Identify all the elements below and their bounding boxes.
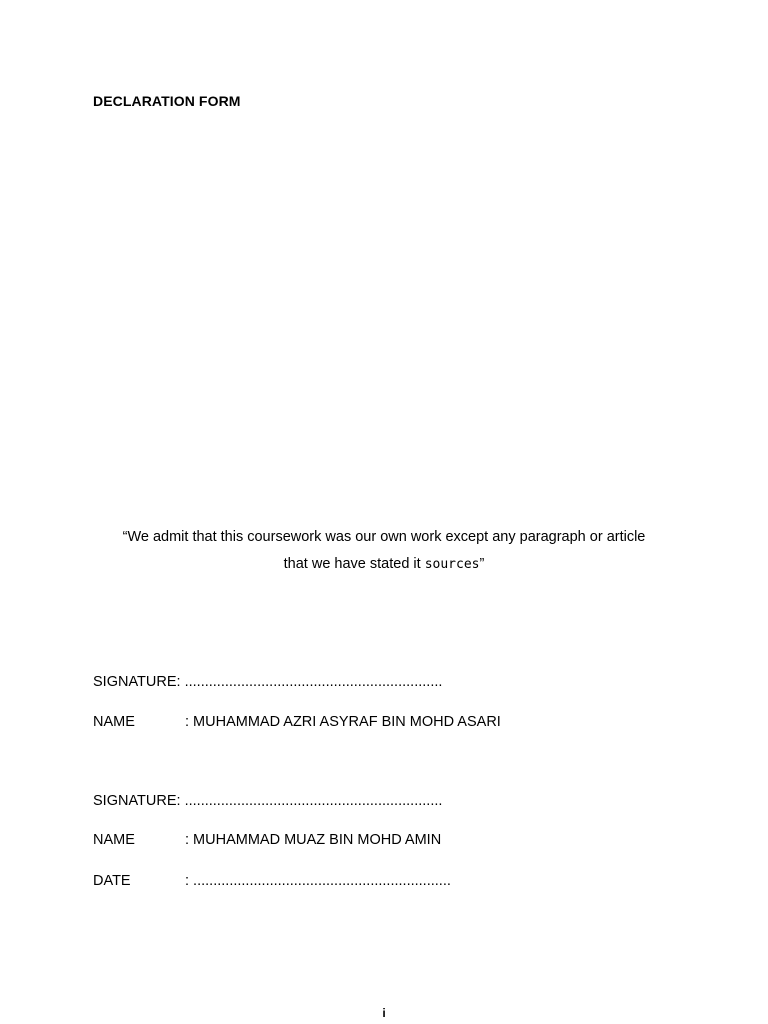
declaration-quote-line-1: “We admit that this coursework was our own work except any paragraph or article <box>122 529 646 545</box>
date-line <box>93 873 451 889</box>
signature-label: SIGNATURE: <box>93 793 181 809</box>
declaration-quote-sources-word: sources <box>424 557 480 572</box>
signature-dotted-field: ................................................................ <box>180 674 443 690</box>
declaration-quote-close: ” <box>479 556 485 572</box>
declaration-quote-line-2 <box>93 551 675 578</box>
name-label: NAME <box>93 832 135 848</box>
name-line-1 <box>93 714 501 730</box>
date-dotted-field: : ................................................................ <box>185 873 451 889</box>
signature-line-2 <box>93 793 442 809</box>
name-value: : MUHAMMAD MUAZ BIN MOHD AMIN <box>185 832 442 848</box>
signature-line-1 <box>93 674 442 690</box>
page-title: DECLARATION FORM <box>93 93 241 109</box>
name-label: NAME <box>93 714 135 730</box>
page-number: i <box>382 1006 386 1020</box>
declaration-quote-line-2-text: that we have stated it <box>283 556 425 572</box>
date-label: DATE <box>93 873 131 889</box>
signature-dotted-field: ................................................................ <box>180 793 443 809</box>
name-value: : MUHAMMAD AZRI ASYRAF BIN MOHD ASARI <box>185 714 501 730</box>
name-line-2 <box>93 832 441 848</box>
signature-label: SIGNATURE: <box>93 674 181 690</box>
